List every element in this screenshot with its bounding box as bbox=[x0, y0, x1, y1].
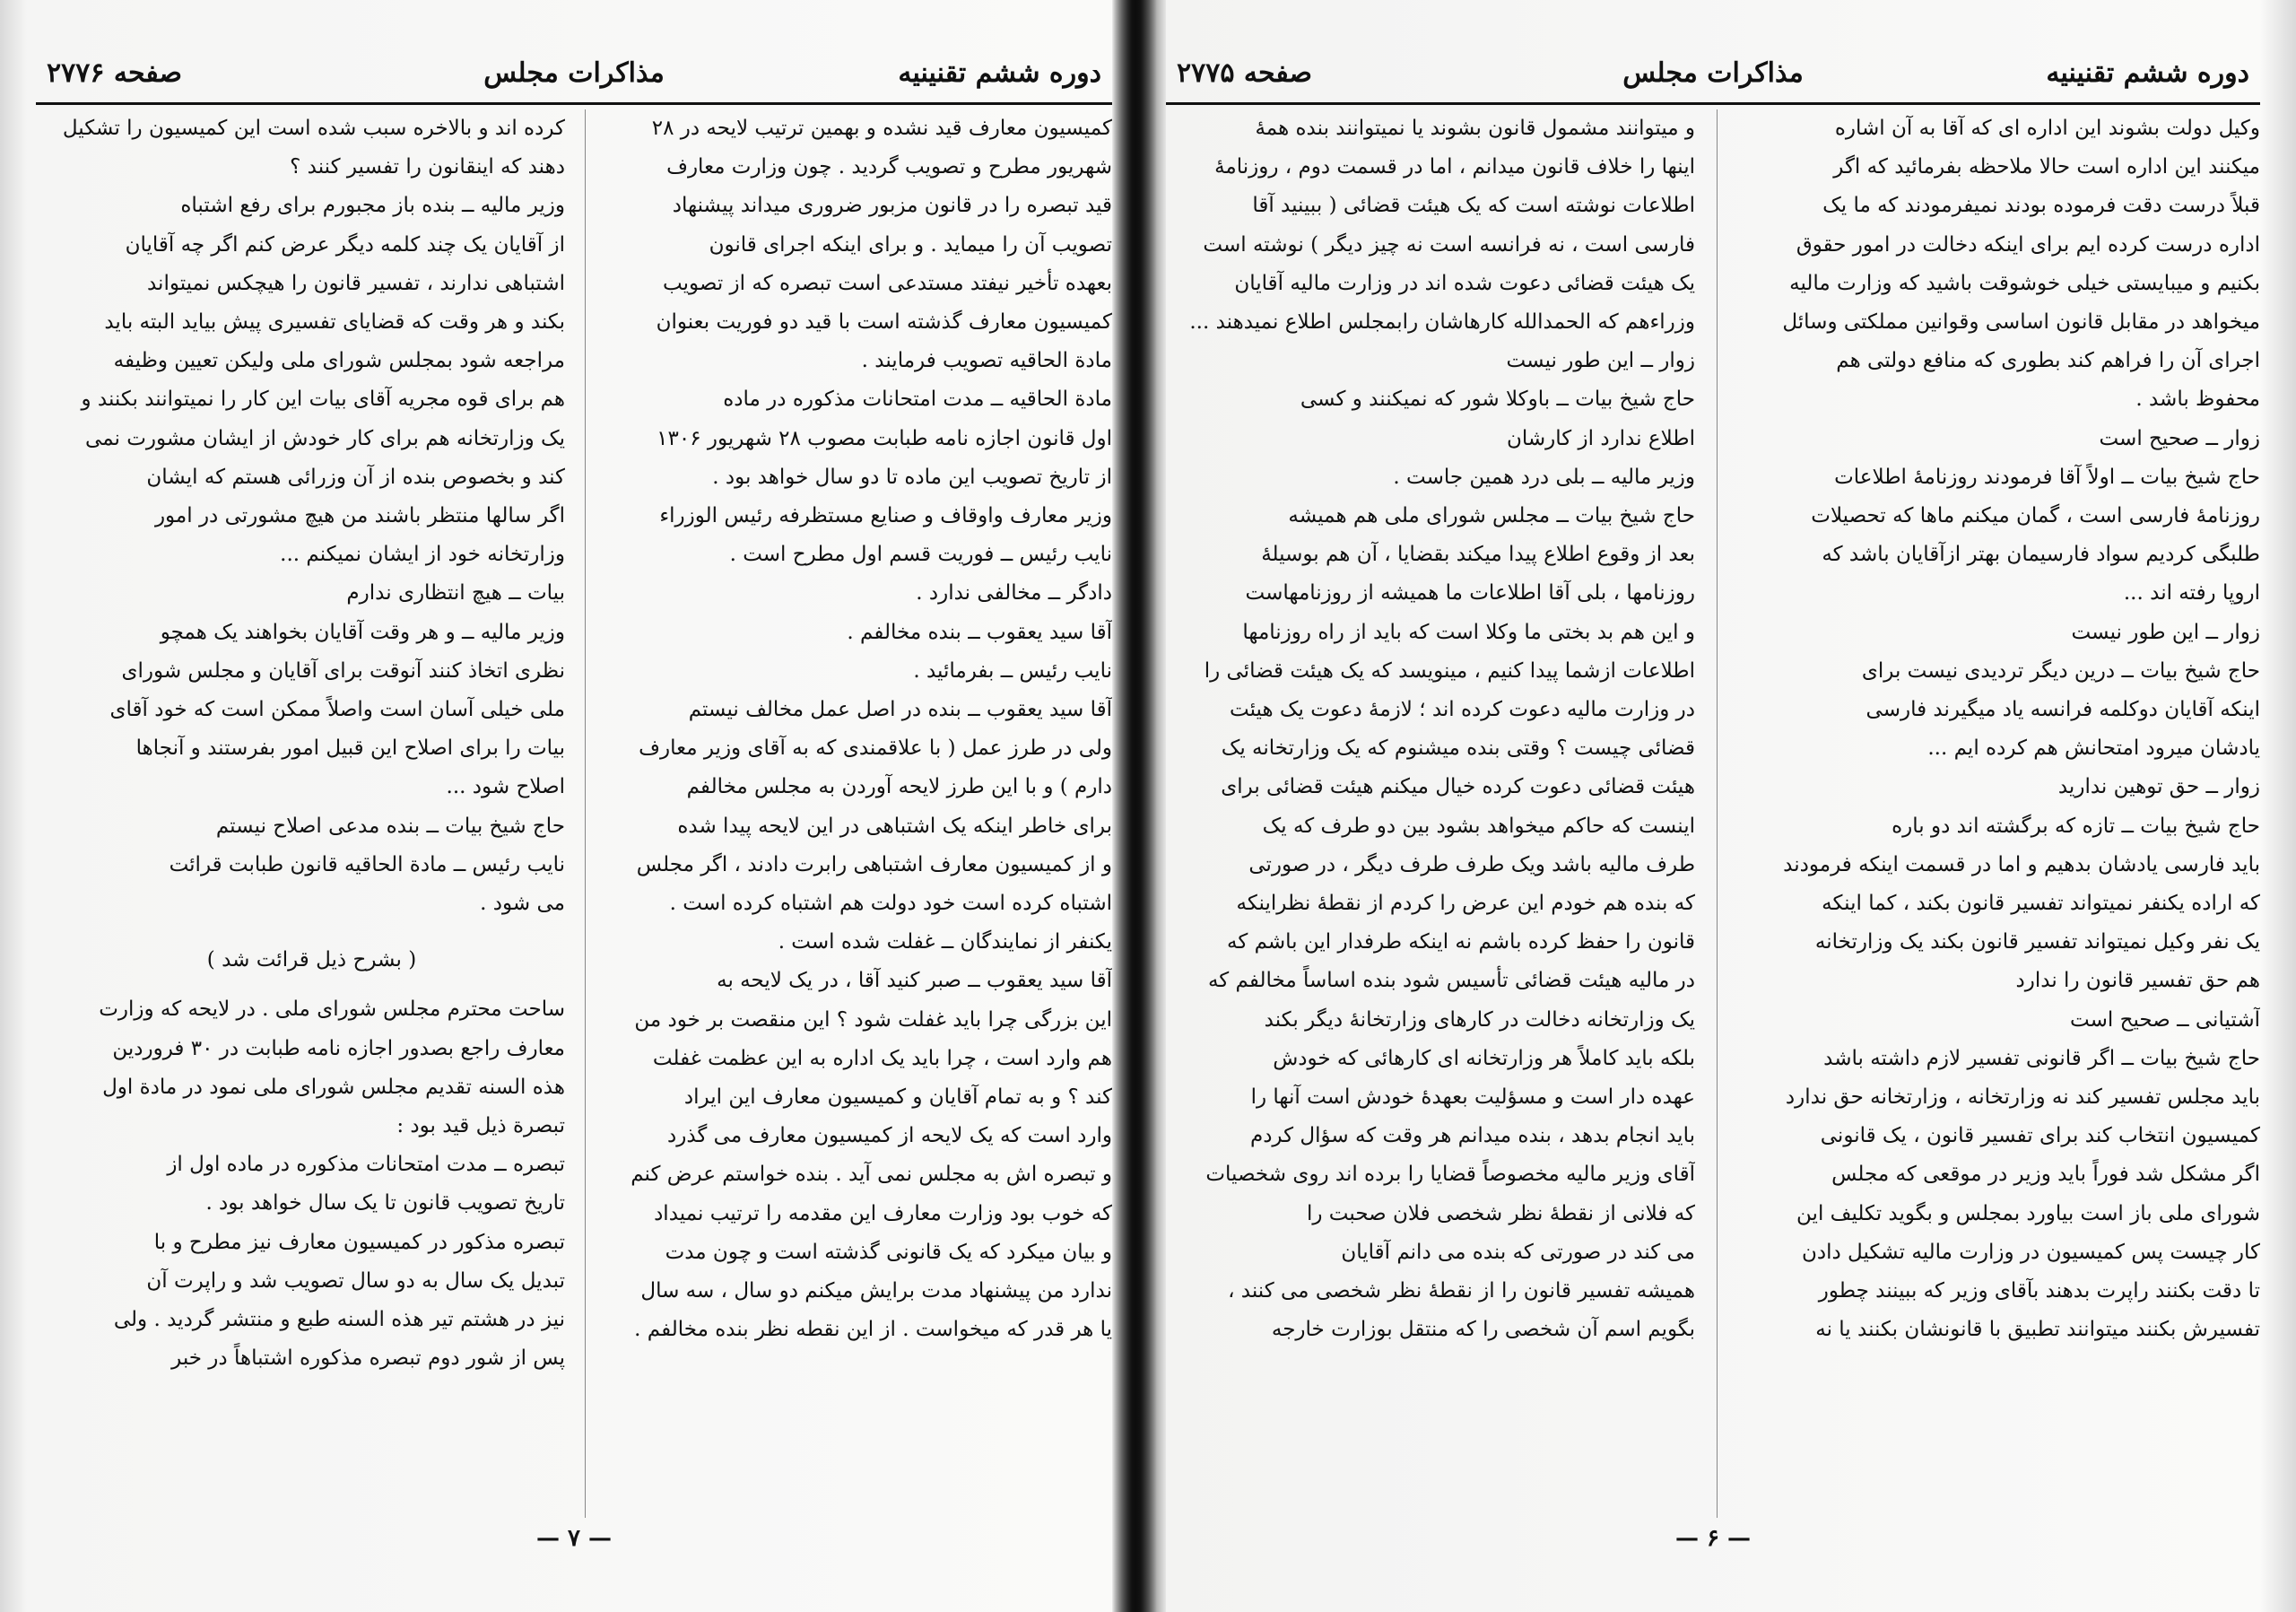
text-line: وزیر مالیه ــ بلی درد همین جاست . bbox=[1393, 465, 1695, 489]
text-line: روزنامها ، بلی آقا اطلاعات ما همیشه از روزنامهاست bbox=[1245, 581, 1695, 606]
text-line: تبصرة ذیل قید بود : bbox=[396, 1114, 565, 1138]
text-line: کند و بخصوص بنده از آن وزرائی هستم که ایشان bbox=[146, 465, 565, 489]
text-line: برای خاطر اینکه یک اشتباهی در این لایحه پیدا شده bbox=[677, 814, 1112, 838]
text-column-right bbox=[1740, 109, 2260, 1518]
text-line: وزارتخانه خود از ایشان نمیکنم ... bbox=[280, 543, 565, 567]
text-line: بکند و هر وقت که قضایای تفسیری پیش بیاید البته باید bbox=[104, 310, 565, 335]
text-line: اول قانون اجازه نامه طبابت مصوب ۲۸ شهریور ۱۳۰۶ bbox=[657, 426, 1112, 450]
text-line: اگر سالها منتظر باشند من هیچ مشورتی در امور bbox=[154, 504, 565, 528]
text-line: کار چیست پس کمیسیون در وزارت مالیه تشکیل دادن bbox=[1801, 1240, 2260, 1264]
text-line: و تبصره اش به مجلس نمی آید . بنده خواستم عرض کنم bbox=[631, 1163, 1112, 1187]
header-title: مذاکرات مجلس bbox=[1622, 57, 1804, 89]
text-line: و بیان میکرد که یک قانونی گذشته است و چون مدت bbox=[665, 1240, 1112, 1264]
text-line: اروپا رفته اند ... bbox=[2123, 581, 2260, 606]
text-line: نظری اتخاذ کنند آنوقت برای آقایان و مجلس شورای bbox=[121, 658, 565, 683]
text-line: فارسی است ، نه فرانسه است نه چیز دیگر ) نوشته است bbox=[1203, 232, 1695, 257]
footer-page-number: — ۷ — bbox=[535, 1525, 613, 1552]
text-line: اینست که حاکم میخواهد بشود بین دو طرف که یک bbox=[1262, 814, 1695, 838]
text-line: آشتیانی ــ صحیح است bbox=[2070, 1007, 2260, 1032]
text-line: بعهده تأخیر نیفتد مستدعی است تبصره که از تصویب bbox=[663, 271, 1112, 295]
text-line: که بنده هم خودم این عرض را کردم از نقطهٔ نظراینکه bbox=[1236, 892, 1695, 916]
text-line: شورای ملی باز است بیاورد بمجلس و بگوید تکلیف این bbox=[1796, 1201, 2260, 1225]
text-line: در مالیه هیئت قضائی تأسیس شود بنده اساساً مخالفم که bbox=[1207, 969, 1695, 993]
text-line: تبصره ــ مدت امتحانات مذکوره در ماده اول از bbox=[167, 1153, 565, 1177]
text-line: هذه السنه تقدیم مجلس شورای ملی نمود در مادة اول bbox=[102, 1075, 565, 1099]
text-line: بکنیم و میبایستی خیلی خوشوقت باشید که وزارت مالیه bbox=[1789, 271, 2260, 295]
column-divider bbox=[585, 109, 586, 1518]
text-line: تبدیل یک سال به دو سال تصویب شد و راپرت آن bbox=[146, 1268, 565, 1293]
text-line: دادگر ــ مخالفی ندارد . bbox=[916, 581, 1112, 606]
text-line: یک نفر وکیل نمیتواند تفسیر قانون بکند یک وزارتخانه bbox=[1814, 930, 2260, 954]
text-line: مادة الحاقیه تصویب فرمایند . bbox=[861, 349, 1112, 373]
text-line: اینکه آقایان دوکلمه فرانسه یاد میگیرند فارسی bbox=[1866, 698, 2260, 722]
text-line: که اراده یکنفر نمیتواند تفسیر قانون بکند ، کما اینکه bbox=[1822, 892, 2260, 916]
text-line: روزنامهٔ فارسی است ، گمان میکنم ماها که تحصیلات bbox=[1811, 504, 2260, 528]
text-line: حاج شیخ بیات ــ باوکلا شور که نمیکنند و کسی bbox=[1300, 388, 1695, 412]
text-line: تصویب آن را میماید . و برای اینکه اجرای قانون bbox=[709, 232, 1112, 257]
text-line: ساحت محترم مجلس شورای ملی . در لایحه که وزارت bbox=[99, 998, 565, 1022]
text-line: یک هیئت قضائی دعوت شده اند در وزارت مالیه آقایان bbox=[1234, 271, 1695, 295]
text-line: زوار ــ این طور نیست bbox=[1506, 349, 1695, 373]
text-line: یا هر قدر که میخواست . از این نقطه نظر بنده مخالفم . bbox=[634, 1318, 1112, 1342]
text-line: شهریور مطرح و تصویب گردید . چون وزارت معارف bbox=[666, 155, 1112, 179]
text-column-left bbox=[1175, 109, 1695, 1518]
text-line: بیات را برای اصلاح این قبیل امور بفرستند و آنجاها bbox=[135, 736, 565, 761]
right-page bbox=[1166, 0, 2260, 1612]
text-line: باید فارسی یادشان بدهیم و اما در قسمت اینکه فرمودند bbox=[1783, 852, 2260, 876]
text-line: اجرای آن را فراهم کند بطوری که منافع دولتی هم bbox=[1836, 349, 2260, 373]
text-line: هیئت قضائی دعوت کرده خیال میکنم هیئت قضائی برای bbox=[1221, 775, 1695, 799]
text-line: اداره درست کرده ایم برای اینکه دخالت در امور حقوق bbox=[1796, 232, 2260, 257]
text-line: اصلاح شود ... bbox=[446, 775, 565, 799]
text-line: باید مجلس تفسیر کند نه وزارتخانه ، وزارتخانه حق ندارد bbox=[1785, 1085, 2260, 1110]
column-divider bbox=[1717, 109, 1718, 1518]
text-line: اینها را خلاف قانون میدانم ، اما در قسمت دوم ، روزنامهٔ bbox=[1214, 155, 1695, 179]
text-line: میکنند این اداره است حالا ملاحظه بفرمائید که اگر bbox=[1833, 155, 2260, 179]
text-line: حاج شیخ بیات ــ تازه که برگشته اند دو باره bbox=[1892, 814, 2260, 838]
header-page-number: صفحه ۲۷۷۶ bbox=[47, 57, 182, 89]
text-line: قضائی چیست ؟ وقتی بنده میشنوم که یک وزارتخانه یک bbox=[1221, 736, 1695, 761]
text-line: این بزرگی چرا باید غفلت شود ؟ این منقصت بر خود من bbox=[634, 1007, 1112, 1032]
text-line: یادشان میرود امتحانش هم کرده ایم ... bbox=[1927, 736, 2260, 761]
text-line: اطلاع ندارد از کارشان bbox=[1506, 426, 1695, 450]
text-line: کمیسیون معارف قید نشده و بهمین ترتیب لایحه در ۲۸ bbox=[651, 117, 1112, 140]
text-line: زوار ــ صحیح است bbox=[2099, 426, 2260, 450]
text-line: کند ؟ و به تمام آقایان و کمیسیون معارف این ایراد bbox=[683, 1085, 1112, 1110]
header-session: دوره ششم تقنینیه bbox=[898, 57, 1101, 89]
text-line: و از کمیسیون معارف اشتباهی رابرت دادند ، اگر مجلس bbox=[636, 852, 1112, 876]
text-line: می شود . bbox=[480, 892, 565, 916]
text-line: از آقایان یک چند کلمه دیگر عرض کنم اگر چه آقایان bbox=[125, 232, 565, 257]
text-line: دارم ) و با این طرز لایحه آوردن به مجلس مخالفم bbox=[686, 775, 1112, 799]
text-line: میخواهد در مقابل قانون اساسی وقوانین مملکتی وسائل bbox=[1782, 310, 2260, 335]
text-line: تا دقت بکنند راپرت بدهند بآقای وزیر که ببینند چطور bbox=[1818, 1279, 2260, 1303]
text-line: کمیسیون معارف گذشته است با قید دو فوریت بعنوان bbox=[656, 310, 1112, 335]
book-gutter bbox=[1112, 0, 1166, 1612]
text-line: ولی در طرز عمل ( با علاقمندی که به آقای وزیر معارف bbox=[639, 736, 1112, 761]
text-line: نایب رئیس ــ بفرمائید . bbox=[913, 658, 1112, 683]
text-line: اگر مشکل شد فوراً باید وزیر در موقعی که مجلس bbox=[1831, 1163, 2260, 1187]
text-line: وزیر مالیه ــ بنده باز مجبورم برای رفع اشتباه bbox=[180, 194, 565, 218]
text-line: آقا سید یعقوب ــ بنده مخالفم . bbox=[847, 620, 1112, 644]
footer-page-number: — ۶ — bbox=[1674, 1525, 1752, 1552]
text-line: طرف مالیه باشد ویک طرف طرف دیگر ، در صورتی bbox=[1248, 852, 1695, 876]
text-line: وزیر معارف واوقاف و صنایع مستظرفه رئیس الوزراء bbox=[659, 504, 1112, 528]
text-line: می کند در صورتی که بنده می دانم آقایان bbox=[1341, 1240, 1695, 1264]
text-line: وزراءهم که الحمدالله کارهاشان رابمجلس اطلاع نمیدهند ... bbox=[1189, 310, 1695, 335]
text-line: وارد است که یک لایحه از کمیسیون معارف می گذرد bbox=[666, 1124, 1112, 1148]
text-line: هم حق تفسیر قانون را ندارد bbox=[2015, 969, 2260, 993]
text-line: و میتوانند مشمول قانون بشوند یا نمیتوانند بنده همهٔ bbox=[1255, 117, 1695, 140]
text-line: بیات ــ هیچ انتظاری ندارم bbox=[346, 581, 565, 606]
text-line: در وزارت مالیه دعوت کرده اند ؛ لازمهٔ دعوت یک هیئت bbox=[1230, 698, 1695, 722]
text-line: مراجعه شود بمجلس شورای ملی ولیکن تعیین وظیفه bbox=[113, 349, 565, 373]
page-footer bbox=[1166, 1525, 2260, 1557]
text-line: حاج شیخ بیات ــ درین دیگر تردیدی نیست برای bbox=[1861, 658, 2260, 683]
text-line: یک وزارتخانه هم برای کار خودش از ایشان مشورت نمی bbox=[85, 426, 565, 450]
text-line: آقای وزیر مالیه مخصوصاً قضایا را برده اند روی شخصیات bbox=[1205, 1163, 1695, 1187]
text-line: قبلاً درست دقت فرموده بودند نمیفرمودند که ما یک bbox=[1822, 194, 2260, 218]
text-line: تبصره مذکور در کمیسیون معارف نیز مطرح و با bbox=[153, 1230, 565, 1254]
text-line: حاج شیخ بیات ــ اگر قانونی تفسیر لازم داشته باشد bbox=[1823, 1046, 2260, 1070]
text-line: دهند که اینقانون را تفسیر کنند ؟ bbox=[290, 155, 565, 179]
text-line: باید انجام بدهد ، بنده میدانم هر وقت که سؤال کردم bbox=[1249, 1124, 1695, 1148]
text-line: زوار ــ این طور نیست bbox=[2071, 620, 2260, 644]
page-header bbox=[36, 52, 1112, 105]
text-line: محفوظ باشد . bbox=[2135, 388, 2260, 412]
text-line: آقا سید یعقوب ــ بنده در اصل عمل مخالف نیستم bbox=[688, 698, 1112, 722]
header-session: دوره ششم تقنینیه bbox=[2046, 57, 2249, 89]
text-line: نایب رئیس ــ فوریت قسم اول مطرح است . bbox=[729, 543, 1112, 567]
text-line: یک وزارتخانه دخالت در کارهای وزارتخانهٔ دیگر بکند bbox=[1264, 1007, 1695, 1032]
text-line: آقا سید یعقوب ــ صبر کنید آقا ، در یک لایحه به bbox=[717, 969, 1112, 993]
text-line: کمیسیون انتخاب کند برای تفسیر قانون ، یک قانونی bbox=[1820, 1124, 2260, 1148]
text-line: ملی خیلی آسان است واصلاً ممکن است که خود آقای bbox=[109, 698, 565, 722]
text-line: حاج شیخ بیات ــ اولاً آقا فرمودند روزنامهٔ اطلاعات bbox=[1834, 465, 2260, 489]
text-line: بگویم اسم آن شخصی را که منتقل بوزارت خارجه bbox=[1271, 1318, 1695, 1342]
text-line: اطلاعات ازشما پیدا کنیم ، مینویسد که یک هیئت قضائی را bbox=[1204, 658, 1695, 683]
text-line: طلبگی کردیم سواد فارسیمان بهتر ازآقایان باشد که bbox=[1822, 543, 2260, 567]
text-line: تاریخ تصویب قانون تا یک سال خواهد بود . bbox=[205, 1191, 565, 1216]
text-line: همیشه تفسیر قانون را از نقطهٔ نظر شخصی می کنند ، bbox=[1228, 1279, 1695, 1303]
text-line: پس از شور دوم تبصره مذکوره اشتباهاً در خبر bbox=[171, 1346, 565, 1371]
text-line: اشتباهی ندارند ، تفسیر قانون را هیچکس نمیتواند bbox=[146, 271, 565, 295]
header-page-number: صفحه ۲۷۷۵ bbox=[1177, 57, 1312, 89]
text-column-right bbox=[605, 109, 1112, 1518]
text-line: یکنفر از نمایندگان ــ غفلت شده است . bbox=[778, 930, 1112, 954]
text-line: ( بشرح ذیل قرائت شد ) bbox=[206, 948, 417, 972]
text-line: نیز در هشتم تیر هذه السنه طبع و منتشر گردید . ولی bbox=[113, 1308, 565, 1332]
page-header bbox=[1166, 52, 2260, 105]
text-line: اطلاعات نوشته است که یک هیئت قضائی ( ببینید آقا bbox=[1252, 194, 1695, 218]
text-line: قانون را حفظ کرده باشم نه اینکه طرفدار این باشم که bbox=[1226, 930, 1695, 954]
text-line: بلکه باید کاملاً هر وزارتخانه ای کارهائی که خودش bbox=[1273, 1046, 1695, 1070]
text-line: وکیل دولت بشوند این اداره ای که آقا به آن اشاره bbox=[1834, 117, 2260, 140]
header-title: مذاکرات مجلس bbox=[483, 57, 665, 89]
text-line: هم برای قوه مجریه آقای بیات این کار را نمیتوانند بکنند و bbox=[81, 388, 565, 412]
text-line: اشتباه کرده است خود دولت هم اشتباه کرده است . bbox=[669, 892, 1112, 916]
left-page bbox=[36, 0, 1112, 1612]
text-line: وزیر مالیه ــ و هر وقت آقایان بخواهند یک همچو bbox=[160, 620, 565, 644]
text-line: قید تبصره را در قانون مزبور ضروری میداند پیشنهاد bbox=[672, 194, 1112, 218]
text-line: ندارد من پیشنهاد مدت برایش میکنم دو سال ، سه سال bbox=[640, 1279, 1112, 1303]
text-line: از تاریخ تصویب این ماده تا دو سال خواهد بود . bbox=[712, 465, 1112, 489]
text-line: هم وارد است ، چرا باید یک اداره به این عظمت غفلت bbox=[652, 1046, 1112, 1070]
text-line: تفسیرش بکنند میتوانند تطبیق با قانونشان بکنند یا نه bbox=[1815, 1318, 2260, 1342]
text-line: که خوب بود وزارت معارف این مقدمه را ترتیب نمیداد bbox=[654, 1201, 1112, 1225]
text-line: زوار ــ حق توهین ندارید bbox=[2057, 775, 2260, 799]
text-line: مادة الحاقیه ــ مدت امتحانات مذکوره در ماده bbox=[723, 388, 1112, 412]
text-line: کرده اند و بالاخره سبب شده است این کمیسیون را تشکیل bbox=[62, 117, 565, 140]
text-line: حاج شیخ بیات ــ بنده مدعی اصلاح نیستم bbox=[215, 814, 565, 838]
text-line: عهده دار است و مسؤلیت بعهدهٔ خودش است آنها را bbox=[1250, 1085, 1695, 1110]
page-footer bbox=[36, 1525, 1112, 1557]
text-line: که فلانی از نقطهٔ نظر شخصی فلان صحبت را bbox=[1307, 1201, 1695, 1225]
text-column-left bbox=[58, 109, 565, 1518]
text-line: بعد از وقوع اطلاع پیدا میکند بقضایا ، آن هم بوسیلهٔ bbox=[1261, 543, 1695, 567]
text-line: معارف راجع بصدور اجازه نامه طبابت در ۳۰ فروردین bbox=[112, 1036, 565, 1060]
text-line: حاج شیخ بیات ــ مجلس شورای ملی هم همیشه bbox=[1288, 504, 1695, 528]
text-line: و این هم بد بختی ما وکلا است که باید از راه روزنامها bbox=[1242, 620, 1695, 644]
text-line: نایب رئیس ــ مادة الحاقیه قانون طبابت قرائت bbox=[169, 852, 565, 876]
